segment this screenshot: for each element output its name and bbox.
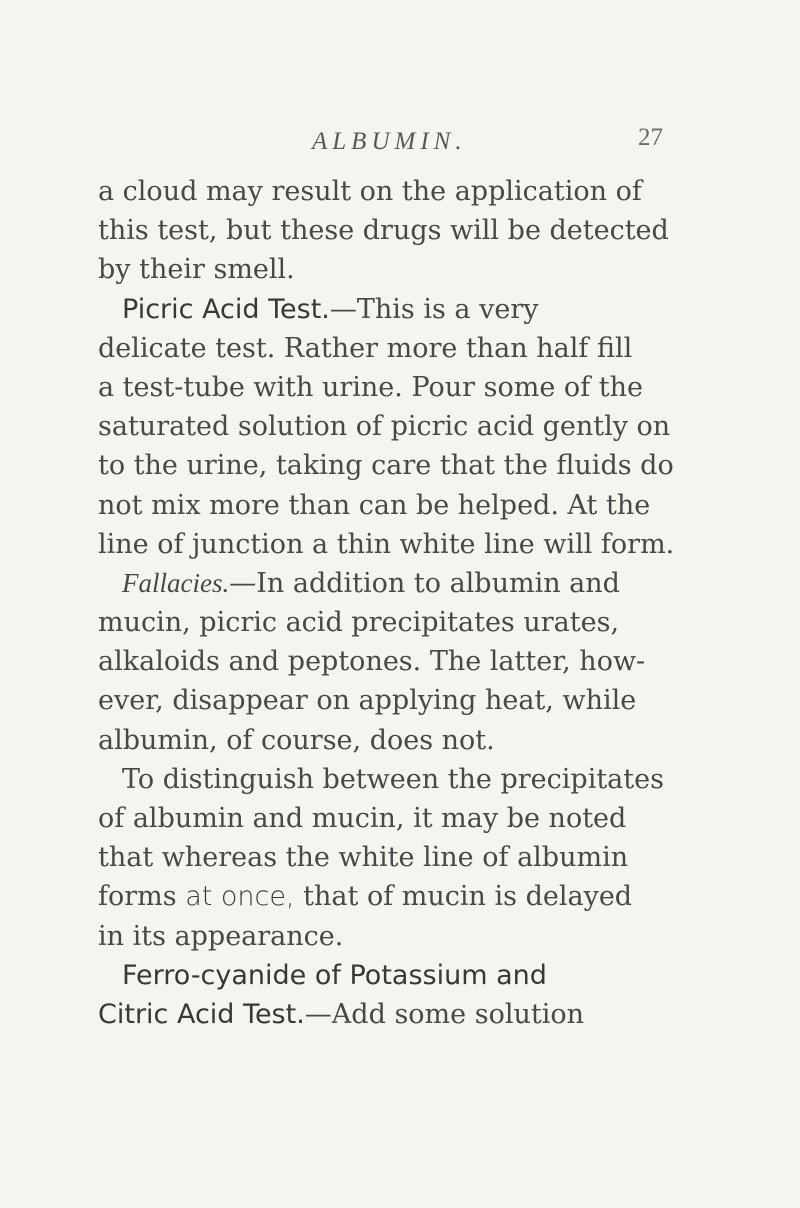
heading-continuation: —Add some solution <box>304 998 584 1030</box>
text-line: albumin, of course, does not. <box>98 724 495 756</box>
text-line: To distinguish between the precipitates <box>122 763 664 795</box>
heading-continuation: —This is a very <box>329 293 539 325</box>
running-head-title: ALBUMIN. <box>312 128 467 155</box>
text-line: ever, disappear on applying heat, while <box>98 685 637 717</box>
text-line: in its appearance. <box>98 920 344 952</box>
text-line: of albumin and mucin, it may be noted <box>98 803 627 834</box>
ferro-cyanide-heading: Ferro-cyanide of Potassium and <box>122 959 547 991</box>
text-line: this test, but these drugs will be detected <box>98 215 669 247</box>
fallacies-label: Fallacies. <box>122 567 230 598</box>
at-once-emphasis: at once, <box>185 881 295 913</box>
running-header <box>0 124 800 168</box>
citric-acid-test-heading: Citric Acid Test. <box>98 998 305 1030</box>
text-line: that whereas the white line of albumin <box>98 842 629 874</box>
line-end: that of mucin is delayed <box>294 881 633 913</box>
text-line: a cloud may result on the application of <box>98 176 642 207</box>
text-line: line of junction a thin white line will form. <box>98 528 675 560</box>
text-line: not mix more than can be helped. At the <box>98 489 651 521</box>
text-line: a test-tube with urine. Pour some of the <box>98 371 643 403</box>
text-line: saturated solution of picric acid gently on <box>98 411 671 443</box>
text-line: delicate test. Rather more than half fill <box>98 332 633 364</box>
fallacies-continuation: —In addition to albumin and <box>229 567 620 599</box>
text-line: alkaloids and peptones. The latter, how- <box>98 646 646 678</box>
line-start: forms <box>98 881 186 913</box>
picric-acid-test-heading: Picric Acid Test. <box>122 293 330 325</box>
body-text <box>98 172 728 1034</box>
fallacies-line <box>98 564 728 603</box>
text-line: to the urine, taking care that the fluids do <box>98 450 674 482</box>
section-heading-line <box>98 290 728 329</box>
page-number: 27 <box>638 124 663 151</box>
emphasis-line <box>98 877 728 916</box>
text-line: by their smell. <box>98 254 295 286</box>
section-heading-line <box>98 995 728 1034</box>
text-line: mucin, picric acid precipitates urates, <box>98 607 620 639</box>
